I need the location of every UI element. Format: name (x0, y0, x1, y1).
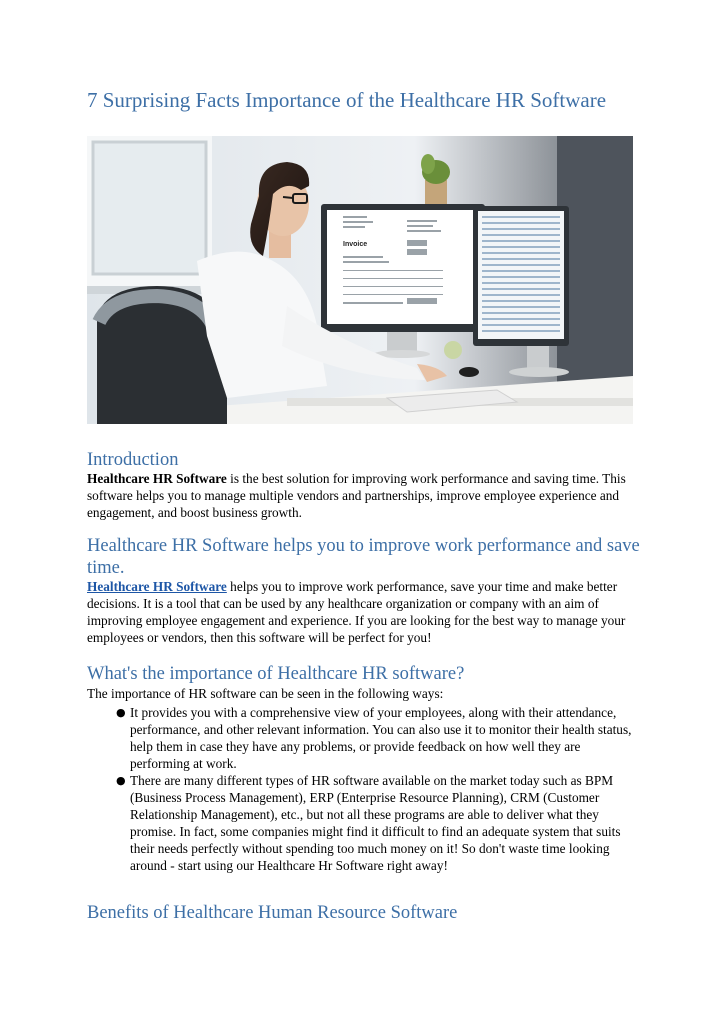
healthcare-hr-software-link[interactable]: Healthcare HR Software (87, 579, 227, 594)
bullet-icon: ● (116, 774, 126, 787)
importance-bullet-list (87, 704, 635, 874)
introduction-paragraph (87, 470, 635, 521)
bullet-text: There are many different types of HR software available on the market today such as BPM (Business Process Management), ERP (Enterprise Resource Planning), CRM (Customer Relationship Management), etc., but not all these programs are able to deliver what they promise. In fact, some companies might find it difficult to find an adequate system that suits their needs perfectly without spending too much money on it! So don't waste time looking around - start using our Healthcare Hr Software right away! (130, 773, 621, 873)
invoice-label: Invoice (343, 241, 368, 248)
list-item (87, 772, 635, 874)
office-photo-illustration (87, 136, 633, 424)
list-item (87, 704, 635, 772)
section-heading-benefits: Benefits of Healthcare Human Resource Software (87, 903, 458, 923)
hero-image (87, 136, 633, 424)
introduction-bold-lead: Healthcare HR Software (87, 471, 227, 486)
improve-paragraph (87, 578, 635, 646)
introduction-text: is the best solution for improving work performance and saving time. This software helps you to manage multiple vendors and partnerships, improve employee experience and engagement, and boost business growth. (87, 471, 626, 520)
importance-intro: The importance of HR software can be seen in the following ways: (87, 686, 444, 701)
section-heading-importance: What's the importance of Healthcare HR software? (87, 664, 465, 684)
improve-text: helps you to improve work performance, save your time and make better decisions. It is a tool that can be used by any healthcare organization or company with an aim of improving employee engagement and experience. If you are looking for the best way to manage your employees or vendors, then this software will be perfect for you! (87, 579, 626, 645)
bullet-text: It provides you with a comprehensive view of your employees, along with their attendance, performance, and other relevant information. You can also use it to monitor their health status, help them in case they have any problems, or provide feedback on how well they are performing at work. (130, 705, 632, 771)
section-heading-introduction: Introduction (87, 450, 179, 470)
section-heading-improve: Healthcare HR Software helps you to improve work performance and save time. (87, 536, 640, 578)
page-title: 7 Surprising Facts Importance of the Healthcare HR Software (87, 88, 607, 112)
bullet-icon: ● (116, 706, 126, 719)
